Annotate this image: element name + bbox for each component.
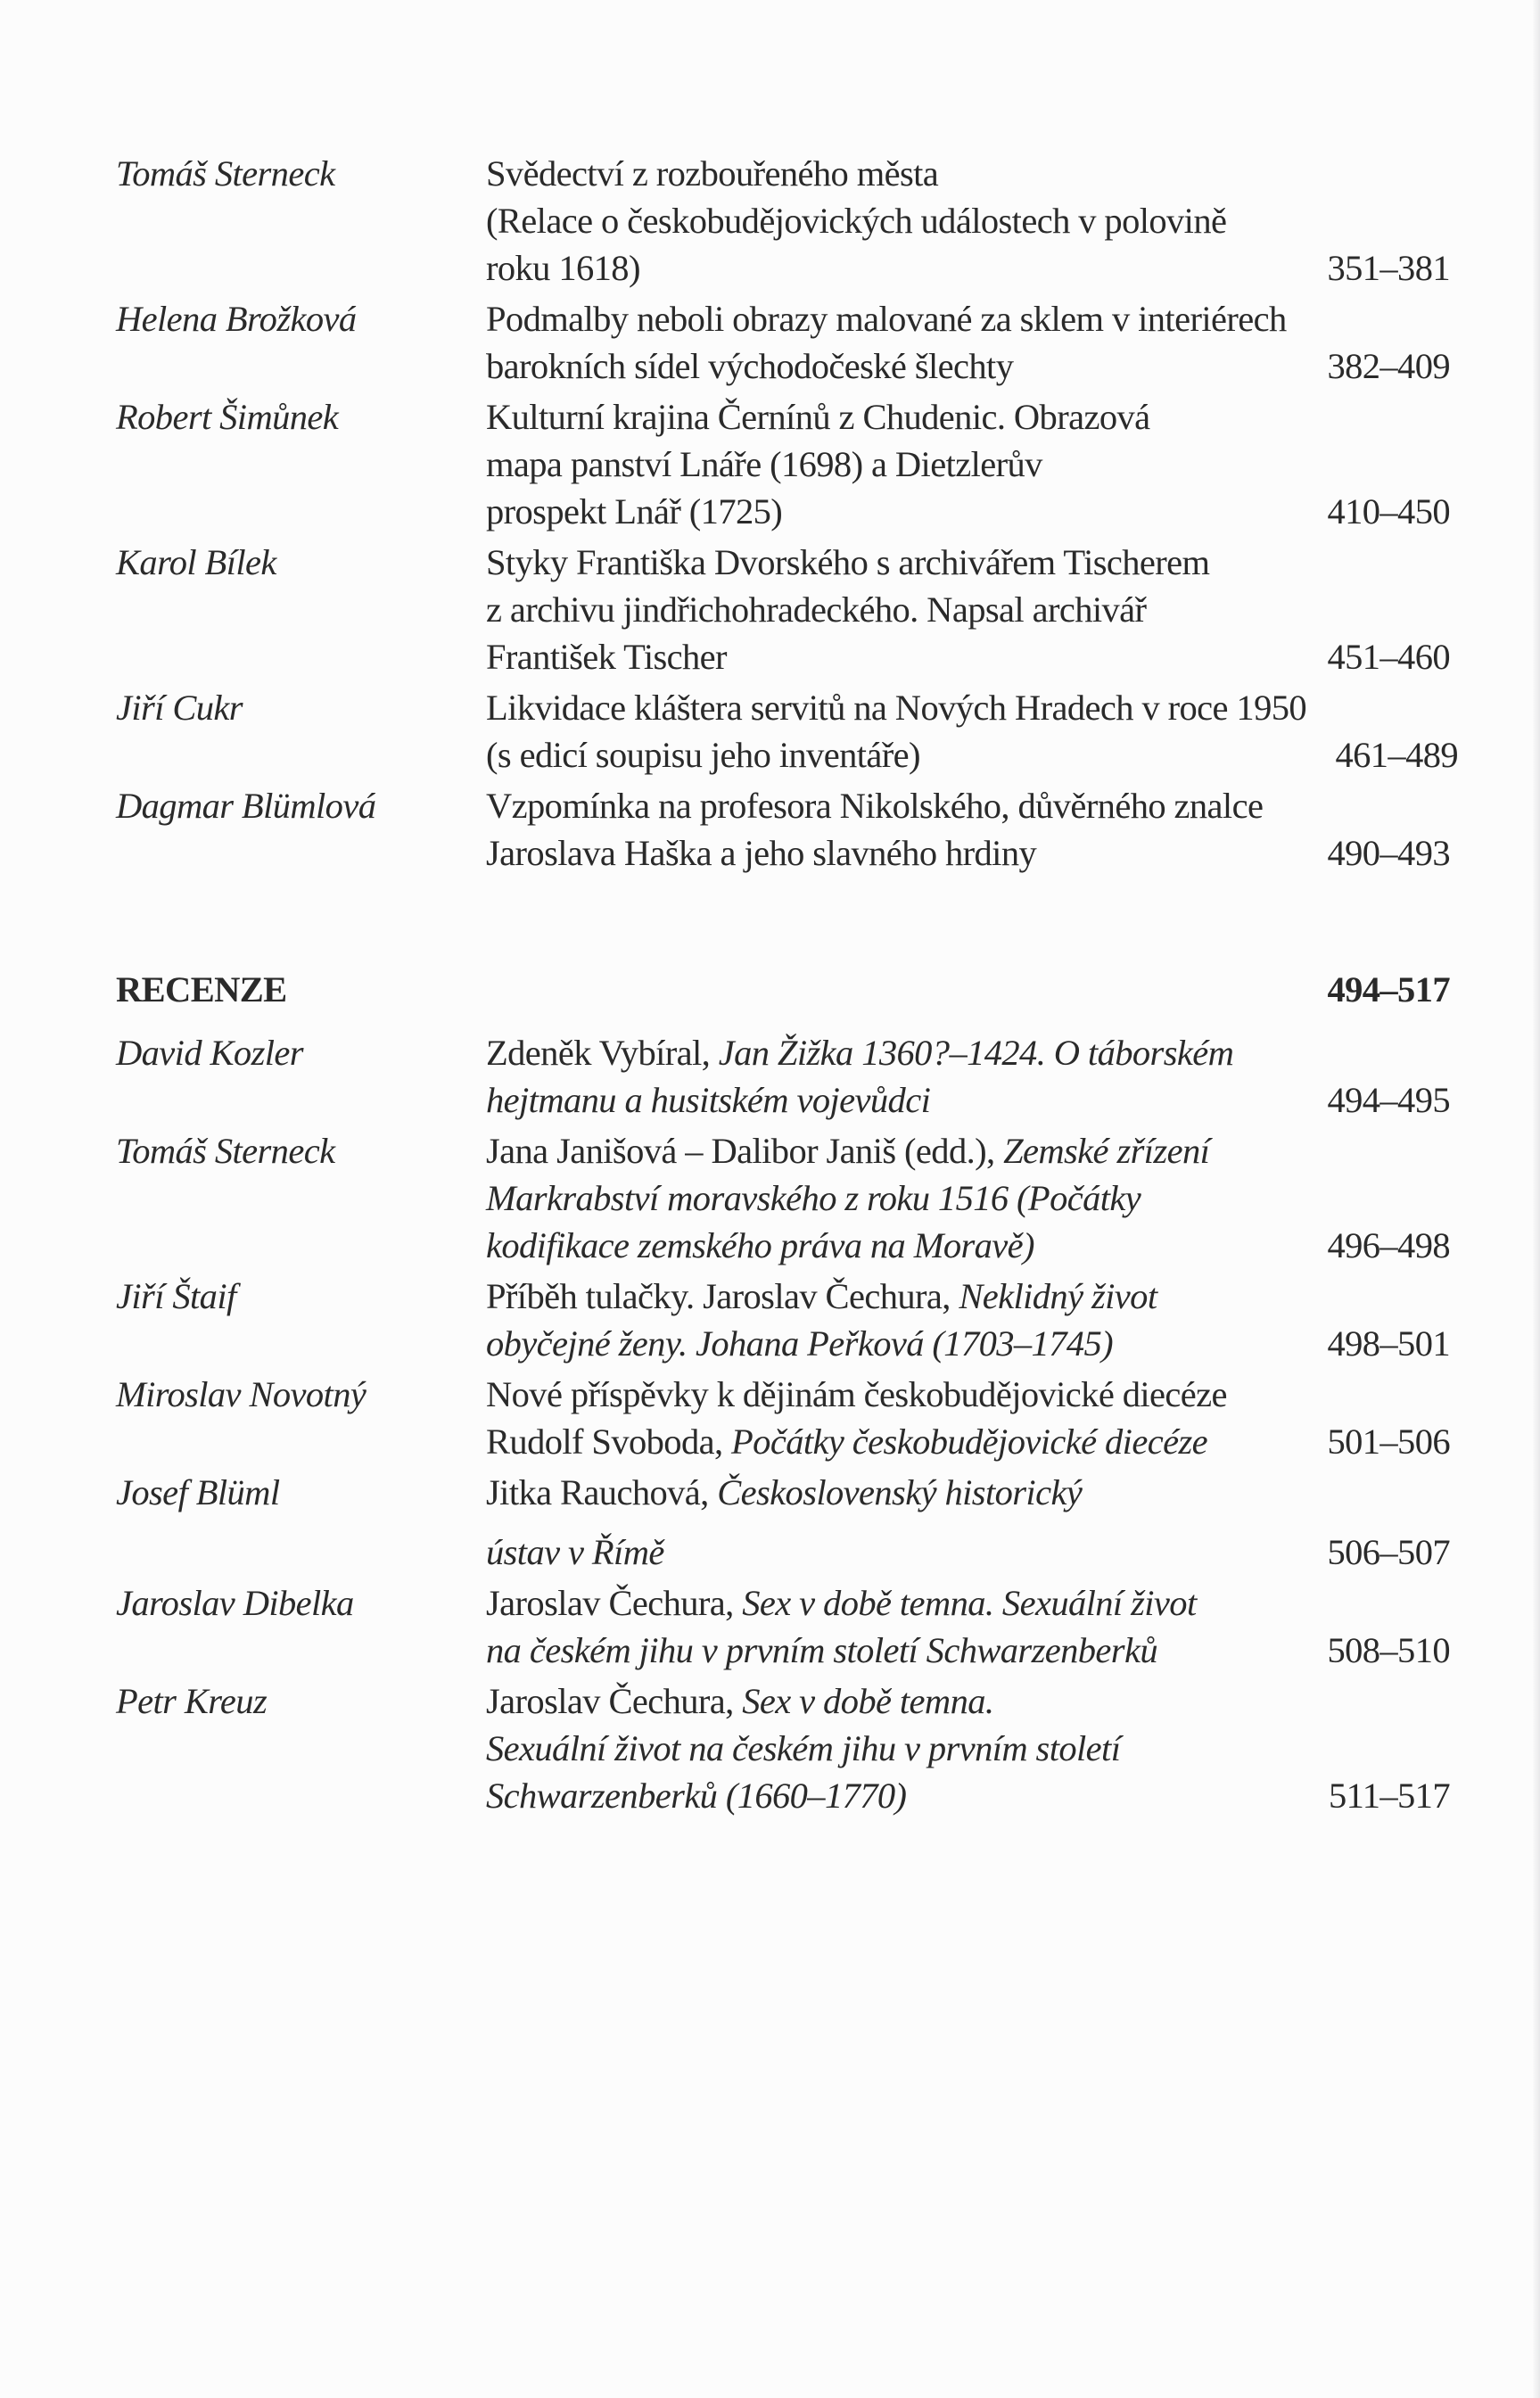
entry-author: Dagmar Blümlová — [116, 786, 376, 826]
entry-title — [486, 393, 1298, 535]
title-segment: prospekt Lnář (1725) — [486, 491, 783, 532]
title-segment: barokních sídel východočeské šlechty — [486, 346, 1014, 386]
entry-title — [486, 782, 1298, 877]
entry-title — [486, 150, 1298, 292]
title-segment-italic: hejtmanu a husitském vojevůdci — [486, 1080, 931, 1120]
title-line — [486, 1677, 1298, 1725]
title-segment: Vzpomínka na profesora Nikolského, důvěrného znalce — [486, 786, 1264, 826]
title-line — [486, 1418, 1298, 1465]
entry-pages: 506–507 — [1327, 1532, 1450, 1572]
toc-entry — [116, 295, 1450, 390]
title-segment: Jaroslav Čechura, — [486, 1583, 743, 1623]
entry-title — [486, 684, 1306, 779]
title-line — [486, 197, 1298, 244]
toc-entry — [116, 684, 1459, 779]
entry-pages: 351–381 — [1327, 248, 1450, 288]
section-heading — [116, 966, 1450, 1013]
entry-author: Karol Bílek — [116, 542, 276, 582]
toc-entry — [116, 1579, 1450, 1674]
title-segment: (s edicí soupisu jeho inventáře) — [486, 735, 920, 775]
title-line — [486, 441, 1298, 488]
title-segment-italic: Zemské zřízení — [1003, 1131, 1210, 1171]
title-segment-italic: ústav v Římě — [486, 1532, 664, 1572]
entry-title — [486, 295, 1298, 390]
entry-title — [486, 1127, 1298, 1269]
title-line — [486, 393, 1298, 441]
entry-title — [486, 539, 1298, 680]
title-line — [486, 586, 1298, 633]
title-line — [486, 1725, 1298, 1772]
title-line — [486, 488, 1298, 535]
entry-pages: 498–501 — [1327, 1323, 1450, 1364]
title-line — [486, 633, 1298, 680]
title-segment: roku 1618) — [486, 248, 640, 288]
title-segment: František Tischer — [486, 637, 727, 677]
entry-pages: 410–450 — [1327, 491, 1450, 532]
title-segment: Styky Františka Dvorského s archivářem Tischerem — [486, 542, 1210, 582]
title-segment: z archivu jindřichohradeckého. Napsal archivář — [486, 589, 1147, 630]
title-line — [486, 1529, 1298, 1576]
entry-pages: 490–493 — [1327, 833, 1450, 873]
toc-entry — [116, 1273, 1450, 1367]
toc-entry — [116, 1029, 1450, 1124]
title-line — [486, 1029, 1298, 1076]
title-segment: mapa panství Lnáře (1698) a Dietzlerův — [486, 444, 1042, 484]
title-segment: Jana Janišová – Dalibor Janiš (edd.), — [486, 1131, 1004, 1171]
title-segment: Jaroslava Haška a jeho slavného hrdiny — [486, 833, 1037, 873]
title-line — [486, 1579, 1298, 1627]
entry-author: Robert Šimůnek — [116, 397, 339, 437]
toc-entry — [116, 1677, 1450, 1819]
toc-entry — [116, 1371, 1450, 1465]
title-segment: Jitka Rauchová, — [486, 1472, 718, 1512]
title-line — [486, 1469, 1298, 1516]
title-line — [486, 1273, 1298, 1320]
title-line — [486, 731, 1306, 779]
title-line — [486, 684, 1306, 731]
title-segment: Jaroslav Čechura, — [486, 1681, 743, 1721]
title-segment-italic: Markrabství moravského z roku 1516 (Počátky — [486, 1178, 1141, 1218]
title-segment: Nové příspěvky k dějinám českobudějovické diecéze — [486, 1374, 1227, 1414]
title-segment-italic: kodifikace zemského práva na Moravě) — [486, 1225, 1034, 1265]
entry-pages: 494–495 — [1327, 1080, 1450, 1120]
title-segment-italic: Sex v době temna. — [742, 1681, 994, 1721]
entry-author: Tomáš Sterneck — [116, 1131, 335, 1171]
title-line — [486, 1371, 1298, 1418]
entry-pages: 451–460 — [1327, 637, 1450, 677]
title-line — [486, 1127, 1298, 1174]
entry-author: Petr Kreuz — [116, 1681, 268, 1721]
entry-author: Jiří Štaif — [116, 1276, 236, 1316]
title-line — [486, 539, 1298, 586]
title-line — [486, 295, 1298, 342]
entry-pages: 511–517 — [1328, 1776, 1450, 1816]
entry-pages: 382–409 — [1327, 346, 1450, 386]
title-segment-italic: obyčejné ženy. Johana Peřková (1703–1745) — [486, 1323, 1114, 1364]
title-line — [486, 150, 1298, 197]
entry-author: Miroslav Novotný — [116, 1374, 366, 1414]
title-segment-italic: Schwarzenberků (1660–1770) — [486, 1776, 907, 1816]
title-line — [486, 342, 1298, 390]
title-segment: Zdeněk Vybíral, — [486, 1033, 719, 1073]
entry-title — [486, 1677, 1298, 1819]
title-segment-italic: Jan Žižka 1360?–1424. O táborském — [718, 1033, 1234, 1073]
toc-entry — [116, 393, 1450, 535]
section-pages: 494–517 — [1327, 969, 1450, 1009]
title-line — [486, 244, 1298, 292]
entry-author: Helena Brožková — [116, 299, 357, 339]
title-segment-italic: Počátky českobudějovické diecéze — [731, 1421, 1207, 1462]
page-edge-shadow — [1533, 0, 1540, 2398]
articles-list — [116, 150, 1459, 877]
section-title: RECENZE — [116, 969, 287, 1009]
entry-pages: 461–489 — [1335, 735, 1459, 775]
entry-author: Jaroslav Dibelka — [116, 1583, 354, 1623]
toc-entry — [116, 1127, 1450, 1269]
title-segment: Likvidace kláštera servitů na Nových Hradech v roce 1950 — [486, 688, 1307, 728]
title-segment: Rudolf Svoboda, — [486, 1421, 732, 1462]
title-line — [486, 1174, 1298, 1222]
title-line — [486, 1627, 1298, 1674]
toc-entry — [116, 539, 1450, 680]
title-line — [486, 1222, 1298, 1269]
entry-title — [486, 1273, 1298, 1367]
title-segment: Příběh tulačky. Jaroslav Čechura, — [486, 1276, 959, 1316]
title-segment: Podmalby neboli obrazy malované za sklem v interiérech — [486, 299, 1287, 339]
title-segment: (Relace o českobudějovických událostech v polovině — [486, 201, 1227, 241]
entry-pages: 501–506 — [1327, 1421, 1450, 1462]
title-line — [486, 829, 1298, 877]
title-line — [486, 1320, 1298, 1367]
entry-pages: 508–510 — [1327, 1630, 1450, 1670]
entry-author: David Kozler — [116, 1033, 303, 1073]
title-segment: Svědectví z rozbouřeného města — [486, 153, 939, 194]
title-segment-italic: Neklidný život — [959, 1276, 1157, 1316]
toc-entry — [116, 782, 1450, 877]
toc-entry — [116, 1469, 1450, 1576]
title-line — [486, 1772, 1298, 1819]
table-of-contents — [116, 150, 1459, 1823]
entry-pages: 496–498 — [1327, 1225, 1450, 1265]
title-line — [486, 1076, 1298, 1124]
title-segment-italic: Sexuální život na českém jihu v prvním století — [486, 1728, 1121, 1768]
entry-title — [486, 1579, 1298, 1674]
entry-author: Josef Blüml — [116, 1472, 280, 1512]
title-segment-italic: Československý historický — [717, 1472, 1083, 1512]
reviews-list — [116, 1029, 1450, 1819]
title-line — [486, 782, 1298, 829]
entry-title — [486, 1469, 1298, 1576]
toc-entry — [116, 150, 1450, 292]
title-segment: Kulturní krajina Černínů z Chudenic. Obrazová — [486, 397, 1150, 437]
title-segment-italic: na českém jihu v prvním století Schwarzenberků — [486, 1630, 1157, 1670]
entry-title — [486, 1371, 1298, 1465]
entry-title — [486, 1029, 1298, 1124]
entry-author: Jiří Cukr — [116, 688, 243, 728]
entry-author: Tomáš Sterneck — [116, 153, 335, 194]
title-segment-italic: Sex v době temna. Sexuální život — [742, 1583, 1197, 1623]
